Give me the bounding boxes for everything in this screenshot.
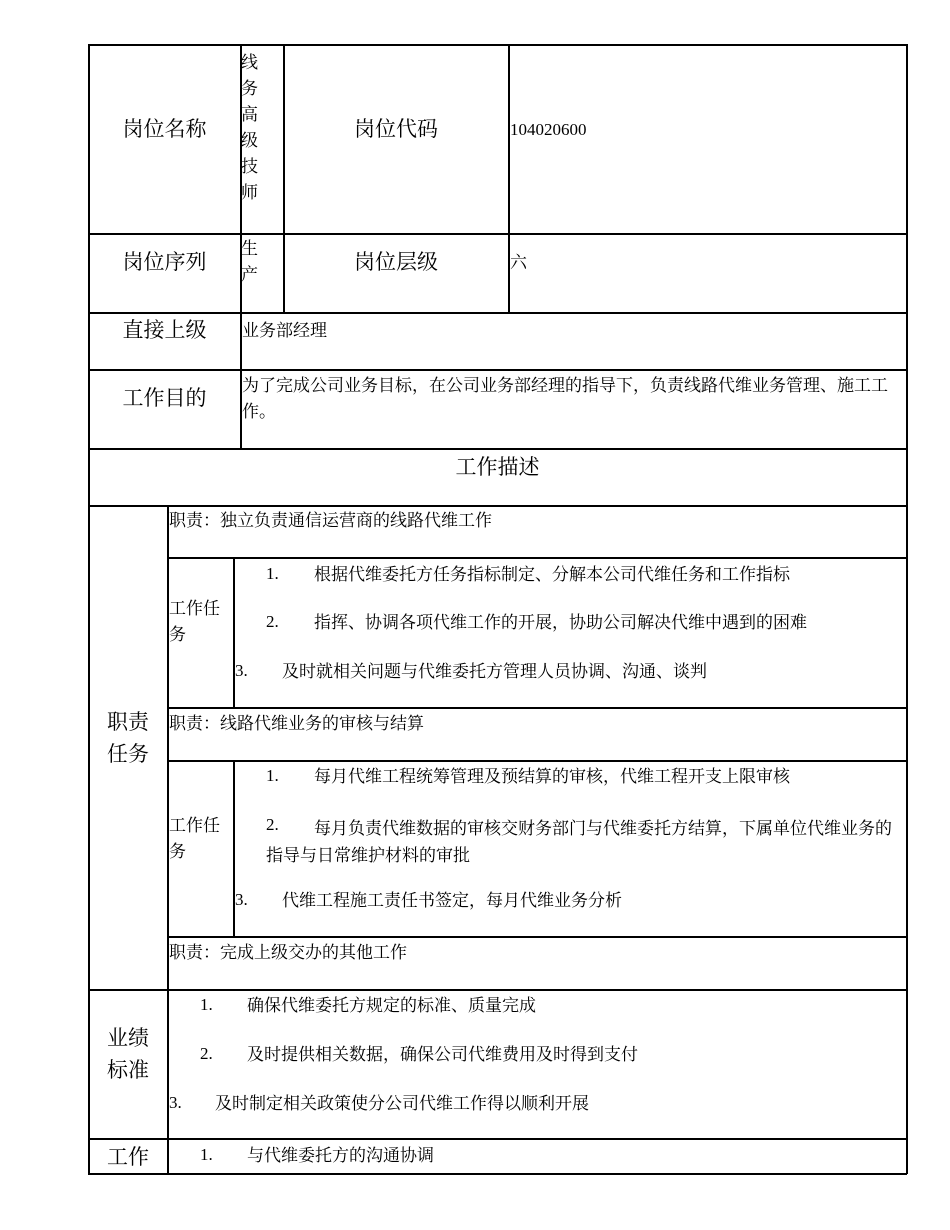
task-text: 每月负责代维数据的审核交财务部门与代维委托方结算，下属单位代维业务的指导与日常维护材料的审批: [266, 819, 892, 865]
row-divider: [167, 760, 907, 762]
work-relation-number: 1.: [200, 1145, 213, 1164]
row-divider: [88, 448, 907, 450]
row-divider: [88, 233, 907, 235]
duties-label: 职责任务: [107, 710, 149, 766]
performance-number: 1.: [200, 995, 213, 1014]
purpose-label: 工作目的: [122, 386, 207, 410]
task-text: 每月代维工程统筹管理及预结算的审核，代维工程开支上限审核: [314, 767, 790, 786]
work-relation-text: 与代维委托方的沟通协调: [247, 1146, 434, 1165]
task-number: 2.: [266, 815, 279, 834]
row-divider: [167, 557, 907, 559]
row-divider: [88, 312, 907, 314]
task-number: 3.: [235, 661, 248, 680]
task-number: 3.: [235, 890, 248, 909]
post-level-value: 六: [510, 253, 527, 272]
post-series-label: 岗位序列: [122, 250, 207, 274]
performance-text: 及时提供相关数据，确保公司代维费用及时得到支付: [247, 1045, 638, 1064]
duty-1-title: 职责：独立负责通信运营商的线路代维工作: [169, 511, 492, 530]
purpose-value: 为了完成公司业务目标，在公司业务部经理的指导下，负责线路代维业务管理、施工工作。: [242, 376, 888, 421]
row-divider: [88, 369, 907, 371]
superior-label: 直接上级: [122, 318, 207, 342]
performance-text: 确保代维委托方规定的标准、质量完成: [247, 996, 536, 1015]
table-border-top: [88, 44, 907, 46]
post-name-value: 线务高级技师: [241, 53, 258, 202]
table-border-left: [88, 44, 90, 1174]
task-text: 根据代维委托方任务指标制定、分解本公司代维任务和工作指标: [314, 565, 790, 584]
work-relation-label: 工作: [107, 1145, 149, 1169]
superior-value: 业务部经理: [242, 321, 327, 340]
performance-label: 业绩标准: [107, 1026, 149, 1082]
task-number: 2.: [266, 612, 279, 631]
col-divider: [233, 557, 235, 708]
post-code-label: 岗位代码: [354, 117, 438, 141]
col-divider: [233, 760, 235, 937]
task-number: 1.: [266, 564, 279, 583]
task-text: 代维工程施工责任书签定，每月代维业务分析: [282, 891, 622, 910]
post-code-value: 104020600: [510, 120, 587, 139]
duty-2-tasks-label: 工作任务: [169, 816, 220, 861]
row-divider: [88, 989, 907, 991]
row-divider: [167, 707, 907, 709]
duty-3-title: 职责：完成上级交办的其他工作: [169, 943, 407, 962]
table-border-right: [906, 44, 908, 1174]
post-series-value: 生产: [241, 239, 258, 284]
task-number: 1.: [266, 766, 279, 785]
performance-text: 及时制定相关政策使分公司代维工作得以顺利开展: [215, 1094, 589, 1113]
task-text: 指挥、协调各项代维工作的开展，协助公司解决代维中遇到的困难: [314, 613, 807, 632]
duty-1-tasks-label: 工作任务: [169, 599, 220, 644]
table-border-bottom: [88, 1173, 907, 1175]
performance-number: 2.: [200, 1044, 213, 1063]
description-title: 工作描述: [455, 455, 540, 479]
row-divider: [88, 505, 907, 507]
row-divider: [167, 936, 907, 938]
post-level-label: 岗位层级: [354, 250, 438, 274]
post-name-label: 岗位名称: [122, 117, 207, 141]
task-text: 及时就相关问题与代维委托方管理人员协调、沟通、谈判: [282, 662, 707, 681]
row-divider: [88, 1138, 907, 1140]
performance-number: 3.: [169, 1093, 182, 1112]
duty-2-title: 职责：线路代维业务的审核与结算: [169, 714, 424, 733]
